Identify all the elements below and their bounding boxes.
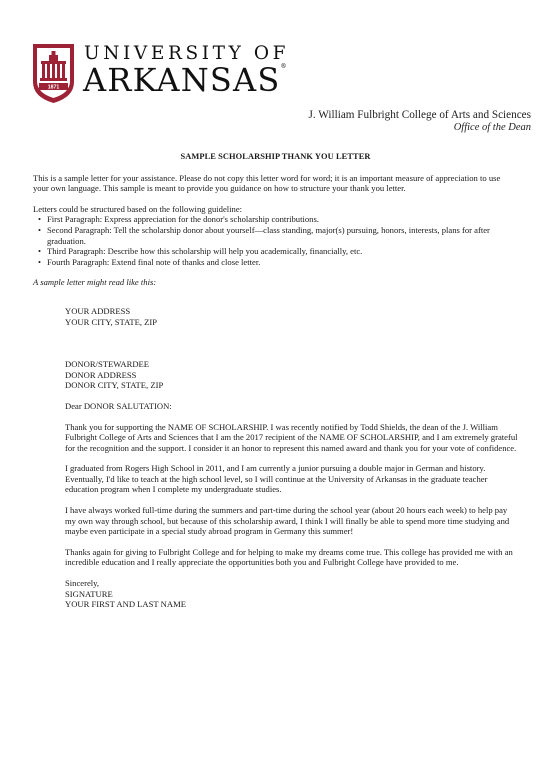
college-header [309, 109, 531, 135]
intro-paragraph: This is a sample letter for your assistance. Please do not copy this letter word for word; it is an important measure of appreciation to use your own language. This sample is meant to provide you guidance on how to structure your thank you letter. [33, 172, 501, 194]
letter-paragraph: I graduated from Rogers High School in 2011, and I am currently a junior pursuing a double major in German and history. Eventually, I'd like to teach at the high school level, so I will continue at the University of Arkansas in the graduate teacher education program when I complete my undergraduate studies. [65, 463, 488, 495]
sender-address-line: YOUR CITY, STATE, ZIP [65, 316, 158, 327]
university-seal-logo [31, 42, 76, 104]
guideline-intro: Letters could be structured based on the following guideline: [33, 203, 243, 214]
university-name: ARKANSAS [83, 61, 281, 99]
university-wordmark-line1: UNIVERSITY OF [84, 43, 290, 64]
letter-paragraph: Thanks again for giving to Fulbright College and for helping to make my dreams come true. This college has provided me with an incredible education and I really appreciate the opportunities both you and Fulbright College have provided to me. [65, 546, 513, 568]
sample-letter [33, 306, 518, 610]
recipient-address-line: DONOR/STEWARDEE [65, 359, 150, 370]
letter-paragraph: Thank you for supporting the NAME OF SCHOLARSHIP. I was recently notified by Todd Shields, the dean of the J. William Fulbright College of Arts and Sciences that I am the 2017 recipient of the NAME OF SCHOLARSHIP, and I am extremely grateful for the recognition and the support. I consider it an honor to represent this named award and thank you for your vote of confidence. [65, 421, 518, 453]
office-name: Office of the Dean [453, 122, 531, 134]
recipient-address-line: DONOR ADDRESS [65, 369, 137, 380]
guideline-list [33, 214, 518, 267]
letter-paragraph: I have always worked full-time during the summers and part-time during the school year (about 20 hours each week) to help pay my own way through school, but because of this scholarship award, I think I will finally be able to spend more time studying and maybe even participate in a special study abroad program in Germany this summer! [65, 505, 510, 537]
closing: Sincerely, [65, 578, 100, 589]
sample-intro: A sample letter might read like this: [33, 277, 157, 288]
list-item: • Fourth Paragraph: Extend final note of thanks and close letter. [47, 257, 518, 268]
document-title: SAMPLE SCHOLARSHIP THANK YOU LETTER [180, 152, 371, 161]
salutation: Dear DONOR SALUTATION: [65, 400, 172, 411]
list-item: • Third Paragraph: Describe how this scholarship will help you academically, financially, etc. [47, 246, 518, 257]
sender-address-line: YOUR ADDRESS [65, 305, 131, 316]
signer-name: YOUR FIRST AND LAST NAME [65, 599, 186, 610]
list-item: • Second Paragraph: Tell the scholarship donor about yourself—class standing, major(s) pursuing, honors, interests, plans for after graduation. [47, 225, 518, 246]
list-item: • First Paragraph: Express appreciation for the donor's scholarship contributions. [47, 214, 518, 225]
document-body [33, 152, 518, 610]
signature: SIGNATURE [65, 588, 113, 599]
college-name: J. William Fulbright College of Arts and Sciences [308, 109, 531, 121]
seal-year: 1871 [47, 84, 60, 91]
university-wordmark-line2: ARKANSAS® [83, 61, 287, 99]
recipient-address-line: DONOR CITY, STATE, ZIP [65, 380, 164, 391]
